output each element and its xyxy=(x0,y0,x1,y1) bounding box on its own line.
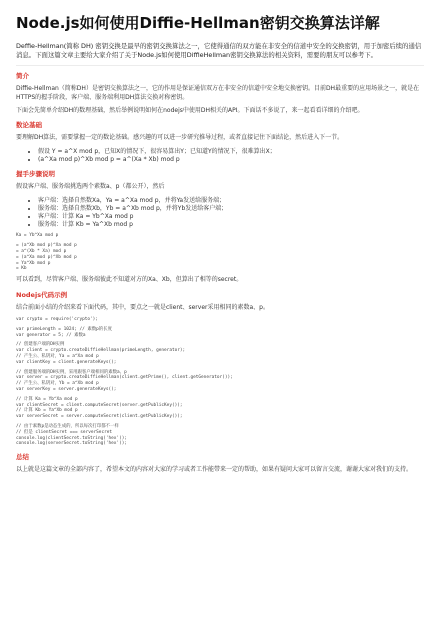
code-block: // 创建服务端的DH实例，采用跟客户端相同的素数a、p var server = crypto.createDiffieHellman(client.getPrime(), client.getGenerator()); // 产生公、私钥对，Yb = a^Xb mod p var serverKey = server.generateKeys(); xyxy=(16,369,233,392)
paragraph: 要理解DH算法，需要掌握一定的数论基础。感兴趣的可以进一步研究推导过程，或者直接记住下面结论，然后进入下一节。 xyxy=(16,134,344,142)
list-item: • 服务端：计算 Kb = Ya^Xb mod p xyxy=(38,221,424,229)
code-block: // 由于素数p是动态生成的，所以每次打印都不一样 // 但是 clientSecret === serverSecret console.log(clientSecret.toString('hex')); console.log(serverSecret.toString('hex')); xyxy=(16,423,128,447)
paragraph: 结合前面小结的介绍来看下面代码，其中，要点之一就是client、server采用相同的素数a、p。 xyxy=(16,303,269,311)
paragraph: 可以看到，尽管客户端、服务端彼此不知道对方的Xa、Xb，但算出了相等的secret。 xyxy=(16,276,243,284)
code-block: Ka = Yb^Xa mod p xyxy=(16,233,59,239)
list-item: • 客户端：计算 Ka = Yb^Xa mod p xyxy=(38,213,424,221)
section-heading-handshake: 握手步骤说明 xyxy=(16,170,55,179)
section-heading-nodejs-example: Nodejs代码示例 xyxy=(16,290,68,299)
list-item: • 假设 Y = a^X mod p，已知X的情况下，很容易算出Y；已知道Y的情况下，很难算出X； xyxy=(38,148,424,156)
list-item: • (a^Xa mod p)^Xb mod p = a^(Xa * Xb) mod p xyxy=(38,156,424,164)
list-item: • 客户端：选择自然数Xa，Ya = a^Xa mod p，并将Ya发送给服务端； xyxy=(38,197,424,205)
paragraph: 以上就是这篇文章的全部内容了，希望本文的内容对大家的学习或者工作能带来一定的帮助，如果有疑问大家可以留言交流，谢谢大家对我们的支持。 xyxy=(16,466,413,474)
bullet-list xyxy=(16,197,424,230)
list-item: • 服务端：选择自然数Xb，Yb = a^Xb mod p，并将Yb发送给客户端； xyxy=(38,205,424,213)
code-block: var primeLength = 1024; // 素数p的长度 var generator = 5; // 素数a xyxy=(16,326,112,338)
code-block: // 创建客户端的DH实例 var client = crypto.createDiffieHellman(primeLength, generator); // 产生公、私钥对，Ya = a^Xa mod p var clientKey = client.generateKeys(); xyxy=(16,342,186,365)
bullet-list xyxy=(16,148,424,164)
paragraph: Diffie-Hellman（简称DH）是密钥交换算法之一，它的作用是保证通信双方在非安全的信道中安全地交换密钥。目前DH最重要的应用场景之一，就是在HTTPS的握手阶段，客户端、服务端利用DH算法交换对称密钥。 xyxy=(16,85,420,101)
section-heading-summary: 总结 xyxy=(16,453,29,462)
code-block: = (a^Xb mod p)^Xa mod p = a^(Xb * Xa) mod p = (a^Xa mod p)^Xb mod p = Ya^Xb mod p = Kb xyxy=(16,243,77,272)
page-title: Node.js如何使用Diffie-Hellman密钥交换算法详解 xyxy=(16,14,380,32)
section-heading-intro: 简介 xyxy=(16,72,29,81)
paragraph: 下面会先简单介绍DH的数理基础，然后举例说明如何在nodejs中使用DH相关的API。下面话不多说了，来一起看看详细的介绍吧。 xyxy=(16,107,364,114)
paragraph: 假设客户端、服务端挑选两个素数a、p（都公开），然后 xyxy=(16,183,165,191)
section-heading-number-theory: 数论基础 xyxy=(16,121,42,130)
code-block: // 计算 Ka = Yb^Xa mod p var clientSecret = client.computeSecret(server.getPublicKey()); // 计算 Kb = Ya^Xb mod p var serverSecret = server.computeSecret(client.getPublicKey()); xyxy=(16,396,183,420)
code-block: var crypto = require('crypto'); xyxy=(16,317,98,323)
intro-paragraph: Deffie-Hellman(简称 DH) 密钥交换是最早的密钥交换算法之一，它使得通信的双方能在非安全的信道中安全的交换密钥，用于加密后续的通信消息。下面这篇文章主要给大家介绍了关于Node.js如何使用DiffieHellman密钥交换算法的相关资料，需要的朋友可以参考下。 xyxy=(16,42,422,59)
section-divider xyxy=(16,65,424,66)
